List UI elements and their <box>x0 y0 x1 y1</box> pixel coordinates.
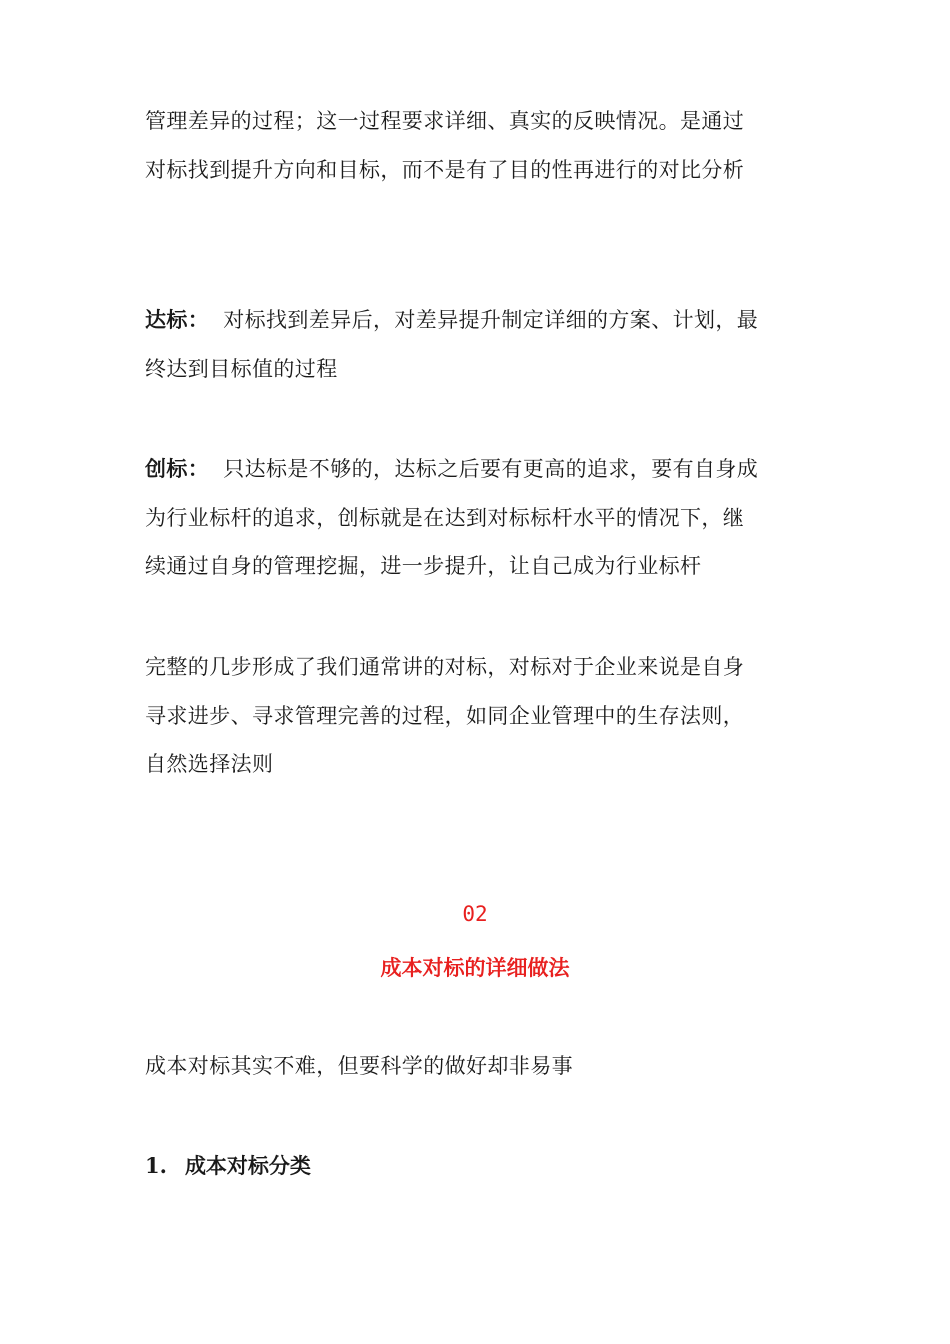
paragraph-summary-text: 完整的几步形成了我们通常讲的对标，对标对于企业来说是自身寻求进步、寻求管理完善的过程，如同企业管理中的生存法则，自然选择法则 <box>145 655 745 776</box>
subheading <box>145 1150 311 1180</box>
section-title: 成本对标的详细做法 <box>380 956 570 980</box>
paragraph-chuangbiao <box>145 445 765 591</box>
subheading-text: 成本对标分类 <box>184 1154 311 1178</box>
paragraph-process-text: 管理差异的过程；这一过程要求详细、真实的反映情况。是通过对标找到提升方向和目标，而不是有了目的性再进行的对比分析 <box>145 109 745 182</box>
label-chuangbiao: 创标： <box>145 457 210 481</box>
paragraph-dabiao-text: 对标找到差异后，对差异提升制定详细的方案、计划，最终达到目标值的过程 <box>145 308 759 381</box>
paragraph-summary <box>145 643 765 789</box>
paragraph-dabiao <box>145 296 765 393</box>
paragraph-intro-text: 成本对标其实不难，但要科学的做好却非易事 <box>145 1054 573 1078</box>
paragraph-process <box>145 97 765 194</box>
subheading-number: 1. <box>145 1153 167 1178</box>
section-number: 02 <box>462 902 488 926</box>
paragraph-chuangbiao-text: 只达标是不够的，达标之后要有更高的追求，要有自身成为行业标杆的追求，创标就是在达到对标标杆水平的情况下，继续通过自身的管理挖掘，进一步提升，让自己成为行业标杆 <box>145 457 759 578</box>
label-dabiao: 达标： <box>145 308 210 332</box>
paragraph-intro <box>145 1042 765 1091</box>
